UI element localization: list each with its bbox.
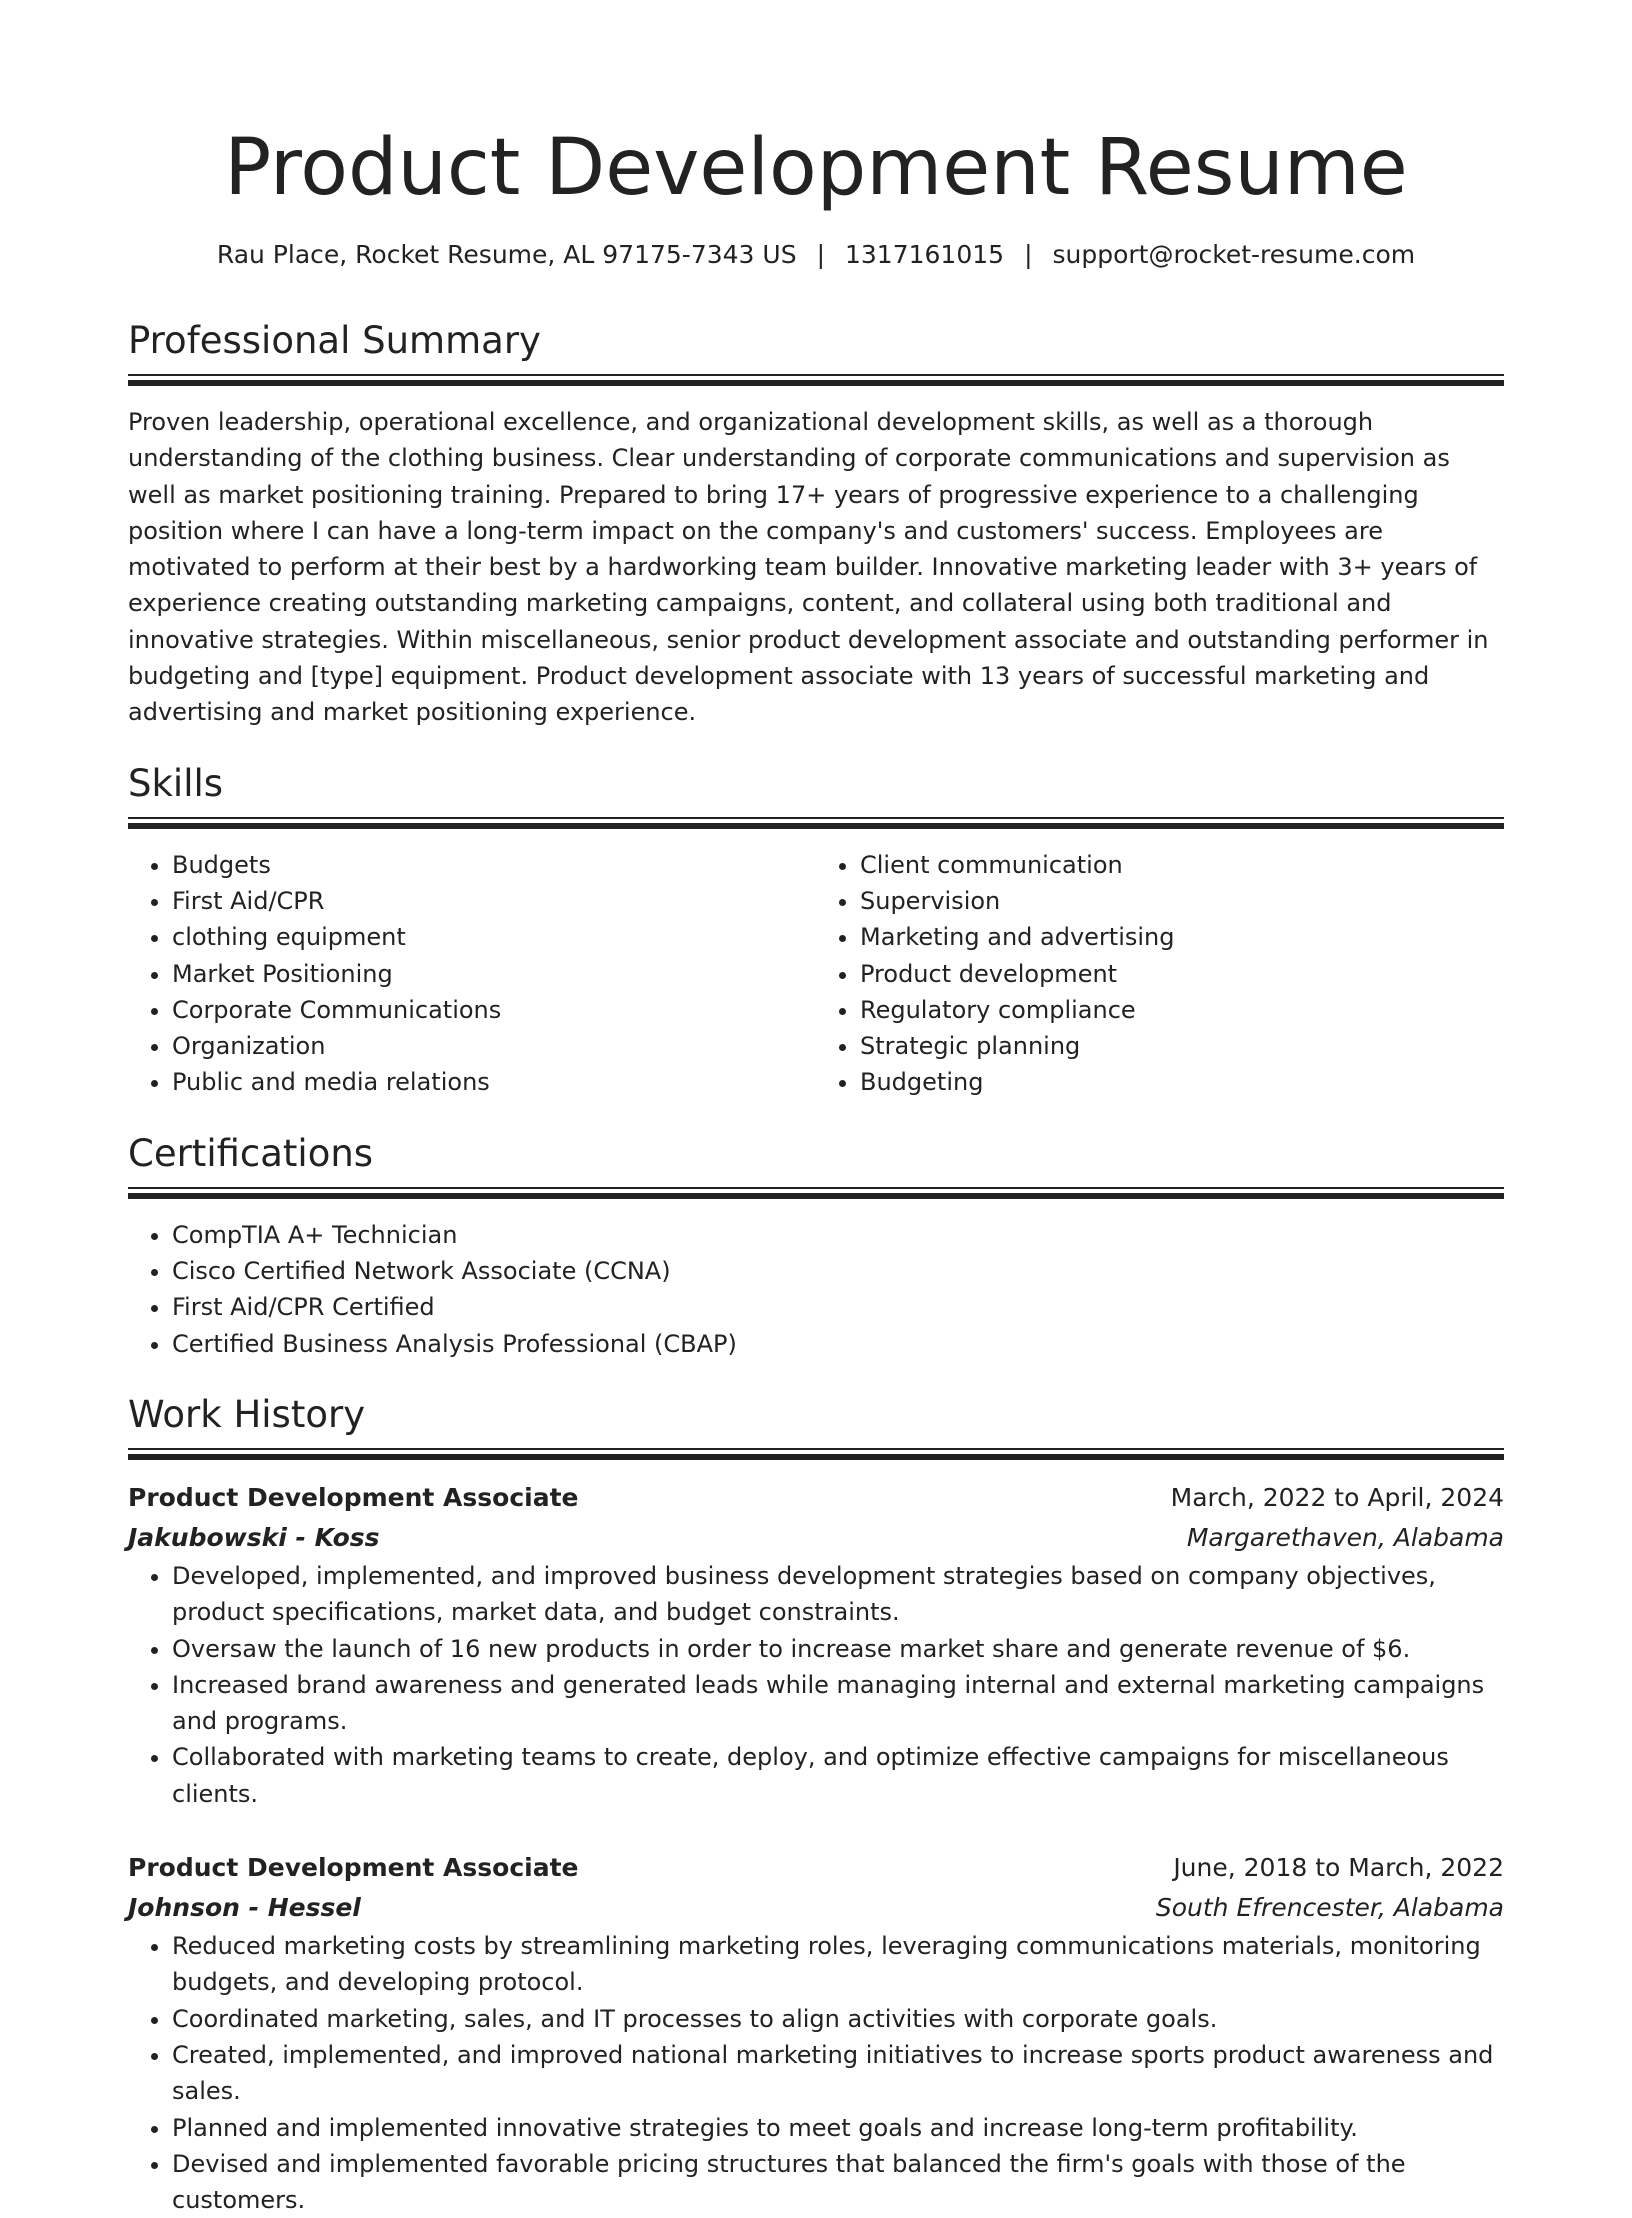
job-bullets <box>128 1928 1504 2218</box>
job-bullet: • Reduced marketing costs by streamlining marketing roles, leveraging communications materials, monitoring budgets, and developing protocol. <box>172 1928 1504 2001</box>
skill-item: • Budgets <box>172 847 816 883</box>
skill-item: • Organization <box>172 1028 816 1064</box>
resume-page <box>128 0 1504 2218</box>
page-title: Product Development Resume <box>224 123 1408 213</box>
job-title: Product Development Associate <box>128 1482 579 1512</box>
skill-item: • clothing equipment <box>172 919 816 955</box>
job-bullets <box>128 1558 1504 1812</box>
job-company: Jakubowski - Koss <box>128 1522 380 1552</box>
job-subheader-row <box>128 1518 1504 1558</box>
job-bullet: • Collaborated with marketing teams to create, deploy, and optimize effective campaigns for miscellaneous clients. <box>172 1739 1504 1812</box>
skills-heading: Skills <box>128 761 224 805</box>
job-bullet: • Developed, implemented, and improved business development strategies based on company objectives, product specifications, market data, and budget constraints. <box>172 1558 1504 1631</box>
job-bullet: • Devised and implemented favorable pricing structures that balanced the firm's goals with those of the customers. <box>172 2146 1504 2218</box>
summary-heading: Professional Summary <box>128 319 541 362</box>
certification-item: • CompTIA A+ Technician <box>172 1217 1504 1253</box>
job-dates: June, 2018 to March, 2022 <box>1173 1853 1504 1883</box>
certification-item: • Cisco Certified Network Associate (CCNA) <box>172 1253 1504 1289</box>
skill-item: • Marketing and advertising <box>860 919 1504 955</box>
skills-section <box>128 761 1504 1101</box>
job-title: Product Development Associate <box>128 1853 579 1883</box>
contact-separator: | <box>1024 240 1033 269</box>
work-history-section <box>128 1392 1504 2218</box>
job-location: South Efrencester, Alabama <box>1155 1893 1504 1923</box>
job-bullet: • Oversaw the launch of 16 new products in order to increase market share and generate revenue of $6. <box>172 1631 1504 1667</box>
work-history-heading: Work History <box>128 1392 366 1436</box>
job-location: Margarethaven, Alabama <box>1186 1522 1504 1552</box>
job-company: Johnson - Hessel <box>128 1893 361 1923</box>
skill-item: • Regulatory compliance <box>860 992 1504 1028</box>
certification-item: • First Aid/CPR Certified <box>172 1289 1504 1325</box>
job-subheader-row <box>128 1888 1504 1928</box>
contact-email[interactable]: support@rocket-resume.com <box>1052 240 1416 269</box>
summary-text: Proven leadership, operational excellence, and organizational development skills, as well as a thorough understanding of the clothing business. Clear understanding of corporate communications and supervision as well as market positioning training. Prepared to bring 17+ years of progressive experience to a challenging position where I can have a long-term impact on the company's and customers' success. Employees are motivated to perform at their best by a hardworking team builder. Innovative marketing leader with 3+ years of experience creating outstanding marketing campaigns, content, and collateral using both traditional and innovative strategies. Within miscellaneous, senior product development associate and outstanding performer in budgeting and [type] equipment. Product development associate with 13 years of successful marketing and advertising and market positioning experience. <box>128 408 1489 727</box>
skill-item: • Budgeting <box>860 1064 1504 1100</box>
skill-item: • Public and media relations <box>172 1064 816 1100</box>
certifications-section <box>128 1131 1504 1362</box>
certifications-heading: Certifications <box>128 1131 374 1175</box>
section-divider <box>128 817 1504 819</box>
job-bullet: • Increased brand awareness and generated leads while managing internal and external marketing campaigns and programs. <box>172 1667 1504 1740</box>
job-header-row <box>128 1478 1504 1518</box>
job-entry <box>128 1848 1504 2218</box>
skill-item: • Supervision <box>860 883 1504 919</box>
job-header-row <box>128 1848 1504 1888</box>
job-dates: March, 2022 to April, 2024 <box>1170 1482 1504 1512</box>
skill-item: • Product development <box>860 956 1504 992</box>
job-bullet: • Planned and implemented innovative strategies to meet goals and increase long-term profitability. <box>172 2110 1504 2146</box>
skill-item: • Client communication <box>860 847 1504 883</box>
section-divider <box>128 1448 1504 1450</box>
job-bullet: • Coordinated marketing, sales, and IT processes to align activities with corporate goals. <box>172 2001 1504 2037</box>
skill-item: • Corporate Communications <box>172 992 816 1028</box>
contact-separator: | <box>816 240 825 269</box>
section-divider <box>128 1187 1504 1189</box>
certifications-list <box>128 1217 1504 1362</box>
summary-section <box>128 318 1504 731</box>
job-entry <box>128 1478 1504 1812</box>
skills-list-left <box>128 847 816 1101</box>
contact-line <box>128 238 1504 272</box>
skills-list-right <box>816 847 1504 1101</box>
skills-columns <box>128 847 1504 1101</box>
contact-phone: 1317161015 <box>845 240 1005 269</box>
skill-item: • Strategic planning <box>860 1028 1504 1064</box>
job-bullet: • Created, implemented, and improved national marketing initiatives to increase sports product awareness and sales. <box>172 2037 1504 2110</box>
contact-address: Rau Place, Rocket Resume, AL 97175-7343 US <box>216 240 797 269</box>
certification-item: • Certified Business Analysis Professional (CBAP) <box>172 1326 1504 1362</box>
section-divider <box>128 374 1504 376</box>
skill-item: • First Aid/CPR <box>172 883 816 919</box>
skill-item: • Market Positioning <box>172 956 816 992</box>
